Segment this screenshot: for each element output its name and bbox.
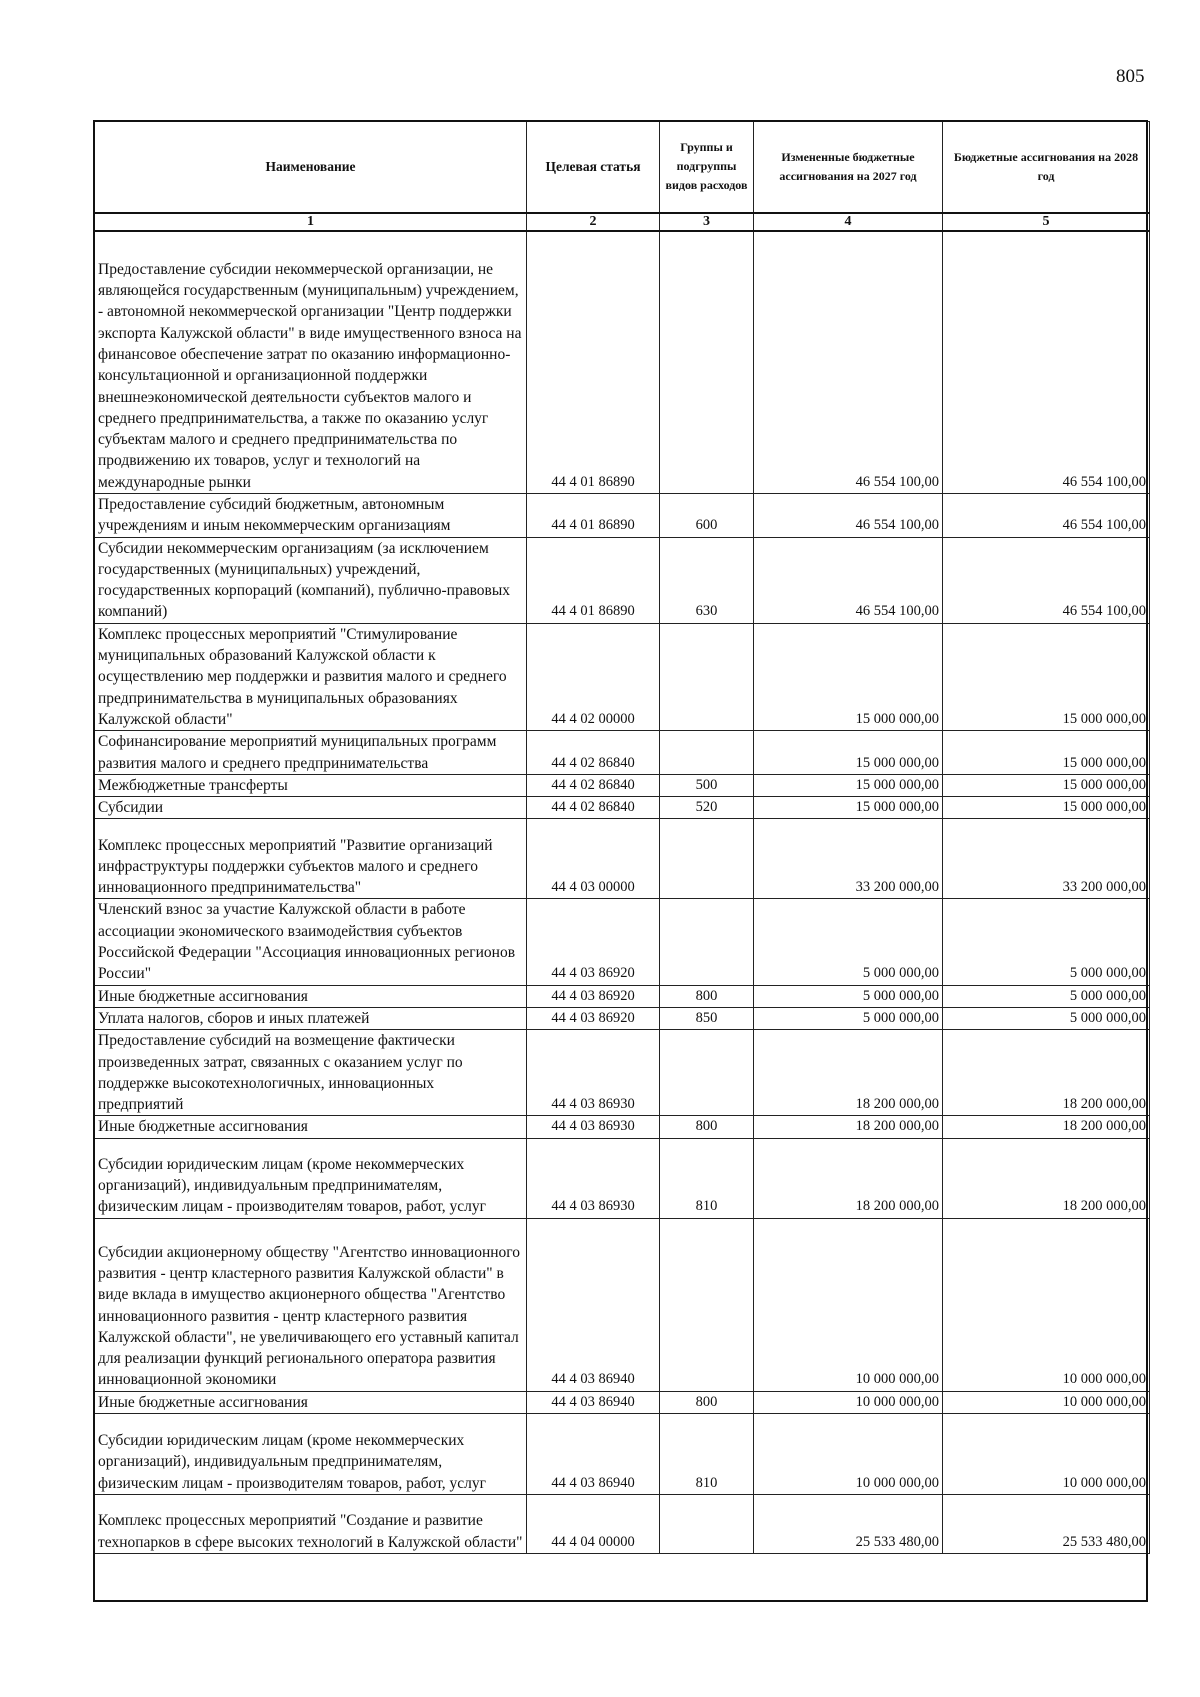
table-row bbox=[95, 231, 1150, 494]
page-number: 805 bbox=[1116, 66, 1145, 87]
row-name: Членский взнос за участие Калужской области в работе ассоциации экономического взаимодействия субъектов Российской Федерации "Ассоциация инновационных регионов России" bbox=[95, 899, 527, 985]
row-amount-2028: 18 200 000,00 bbox=[943, 1030, 1150, 1116]
row-target-code: 44 4 01 86890 bbox=[527, 494, 660, 538]
row-amount-2027: 46 554 100,00 bbox=[754, 537, 943, 623]
row-group-code: 630 bbox=[660, 537, 754, 623]
table-row bbox=[95, 494, 1150, 538]
row-target-code: 44 4 02 86840 bbox=[527, 797, 660, 819]
column-number: 3 bbox=[660, 213, 754, 231]
row-target-code: 44 4 02 86840 bbox=[527, 731, 660, 775]
row-name: Иные бюджетные ассигнования bbox=[95, 1116, 527, 1138]
row-amount-2027: 15 000 000,00 bbox=[754, 731, 943, 775]
row-amount-2027: 5 000 000,00 bbox=[754, 985, 943, 1007]
row-target-code: 44 4 03 86940 bbox=[527, 1391, 660, 1413]
row-name: Комплекс процессных мероприятий "Стимулирование муниципальных образований Калужской области к осуществлению мер поддержки и развития малого и среднего предпринимательства в муниципальных образованиях Калужской области" bbox=[95, 623, 527, 730]
row-group-code: 850 bbox=[660, 1007, 754, 1029]
row-target-code: 44 4 01 86890 bbox=[527, 537, 660, 623]
table-row bbox=[95, 819, 1150, 899]
table-row bbox=[95, 537, 1150, 623]
row-amount-2028: 5 000 000,00 bbox=[943, 985, 1150, 1007]
row-amount-2028: 10 000 000,00 bbox=[943, 1391, 1150, 1413]
row-amount-2027: 33 200 000,00 bbox=[754, 819, 943, 899]
row-amount-2027: 15 000 000,00 bbox=[754, 623, 943, 730]
column-number: 4 bbox=[754, 213, 943, 231]
row-amount-2027: 5 000 000,00 bbox=[754, 1007, 943, 1029]
row-name: Иные бюджетные ассигнования bbox=[95, 1391, 527, 1413]
row-group-code bbox=[660, 899, 754, 985]
table-row bbox=[95, 1495, 1150, 1554]
row-amount-2028: 18 200 000,00 bbox=[943, 1138, 1150, 1218]
row-name: Предоставление субсидий на возмещение фактически произведенных затрат, связанных с оказанием услуг по поддержке высокотехнологичных, инновационных предприятий bbox=[95, 1030, 527, 1116]
header-groups: Группы и подгруппы видов расходов bbox=[660, 122, 754, 213]
row-target-code: 44 4 03 86920 bbox=[527, 1007, 660, 1029]
row-amount-2028: 5 000 000,00 bbox=[943, 1007, 1150, 1029]
row-amount-2028: 15 000 000,00 bbox=[943, 774, 1150, 796]
table-row bbox=[95, 731, 1150, 775]
row-group-code bbox=[660, 1030, 754, 1116]
row-group-code: 800 bbox=[660, 1116, 754, 1138]
column-number-row bbox=[95, 213, 1150, 231]
table-row bbox=[95, 1218, 1150, 1391]
row-group-code: 800 bbox=[660, 1391, 754, 1413]
row-target-code: 44 4 04 00000 bbox=[527, 1495, 660, 1554]
row-amount-2027: 18 200 000,00 bbox=[754, 1030, 943, 1116]
row-amount-2027: 10 000 000,00 bbox=[754, 1391, 943, 1413]
table-row bbox=[95, 797, 1150, 819]
table-body bbox=[95, 231, 1150, 1554]
row-group-code: 600 bbox=[660, 494, 754, 538]
row-group-code: 800 bbox=[660, 985, 754, 1007]
row-group-code: 500 bbox=[660, 774, 754, 796]
table-row bbox=[95, 1030, 1150, 1116]
row-name: Субсидии некоммерческим организациям (за исключением государственных (муниципальных) учреждений, государственных корпораций (компаний), публично-правовых компаний) bbox=[95, 537, 527, 623]
table-row bbox=[95, 1391, 1150, 1413]
table-row bbox=[95, 1116, 1150, 1138]
row-name: Иные бюджетные ассигнования bbox=[95, 985, 527, 1007]
row-group-code: 810 bbox=[660, 1138, 754, 1218]
row-name: Субсидии акционерному обществу "Агентство инновационного развития - центр кластерного развития Калужской области" в виде вклада в имущество акционерного общества "Агентство инновационного развития - центр кластерного развития Калужской области", не увеличивающего его уставный капитал для реализации функций регионального оператора развития инновационной экономики bbox=[95, 1218, 527, 1391]
row-target-code: 44 4 01 86890 bbox=[527, 231, 660, 494]
header-name: Наименование bbox=[95, 122, 527, 213]
row-name: Комплекс процессных мероприятий "Развитие организаций инфраструктуры поддержки субъектов малого и среднего инновационного предпринимательства" bbox=[95, 819, 527, 899]
row-target-code: 44 4 03 86930 bbox=[527, 1116, 660, 1138]
row-amount-2028: 15 000 000,00 bbox=[943, 623, 1150, 730]
row-group-code: 520 bbox=[660, 797, 754, 819]
budget-table bbox=[94, 121, 1150, 1554]
row-name: Субсидии юридическим лицам (кроме некоммерческих организаций), индивидуальным предпринимателям, физическим лицам - производителям товаров, работ, услуг bbox=[95, 1414, 527, 1495]
table-row bbox=[95, 985, 1150, 1007]
row-name: Субсидии bbox=[95, 797, 527, 819]
row-amount-2027: 5 000 000,00 bbox=[754, 899, 943, 985]
row-amount-2027: 18 200 000,00 bbox=[754, 1138, 943, 1218]
row-amount-2028: 15 000 000,00 bbox=[943, 731, 1150, 775]
column-number: 2 bbox=[527, 213, 660, 231]
row-group-code bbox=[660, 623, 754, 730]
table-row bbox=[95, 1138, 1150, 1218]
row-target-code: 44 4 03 86920 bbox=[527, 899, 660, 985]
row-group-code bbox=[660, 231, 754, 494]
header-changed: Измененные бюджетные ассигнования на 2027 год bbox=[754, 122, 943, 213]
table-row bbox=[95, 623, 1150, 730]
column-number: 1 bbox=[95, 213, 527, 231]
row-group-code bbox=[660, 1218, 754, 1391]
row-amount-2027: 15 000 000,00 bbox=[754, 774, 943, 796]
row-target-code: 44 4 03 86940 bbox=[527, 1414, 660, 1495]
table-row bbox=[95, 1414, 1150, 1495]
row-amount-2027: 18 200 000,00 bbox=[754, 1116, 943, 1138]
row-amount-2028: 46 554 100,00 bbox=[943, 231, 1150, 494]
table-row bbox=[95, 1007, 1150, 1029]
row-target-code: 44 4 03 86930 bbox=[527, 1030, 660, 1116]
row-name: Софинансирование мероприятий муниципальных программ развития малого и среднего предпринимательства bbox=[95, 731, 527, 775]
table-row bbox=[95, 899, 1150, 985]
table-row bbox=[95, 774, 1150, 796]
row-amount-2028: 18 200 000,00 bbox=[943, 1116, 1150, 1138]
row-amount-2028: 15 000 000,00 bbox=[943, 797, 1150, 819]
row-amount-2028: 46 554 100,00 bbox=[943, 494, 1150, 538]
row-target-code: 44 4 02 86840 bbox=[527, 774, 660, 796]
row-name: Межбюджетные трансферты bbox=[95, 774, 527, 796]
row-amount-2027: 15 000 000,00 bbox=[754, 797, 943, 819]
row-group-code bbox=[660, 819, 754, 899]
row-amount-2028: 25 533 480,00 bbox=[943, 1495, 1150, 1554]
row-target-code: 44 4 02 00000 bbox=[527, 623, 660, 730]
row-amount-2027: 25 533 480,00 bbox=[754, 1495, 943, 1554]
row-amount-2028: 46 554 100,00 bbox=[943, 537, 1150, 623]
row-name: Уплата налогов, сборов и иных платежей bbox=[95, 1007, 527, 1029]
row-amount-2027: 46 554 100,00 bbox=[754, 231, 943, 494]
row-amount-2028: 10 000 000,00 bbox=[943, 1218, 1150, 1391]
row-name: Предоставление субсидий бюджетным, автономным учреждениям и иным некоммерческим организациям bbox=[95, 494, 527, 538]
row-target-code: 44 4 03 86940 bbox=[527, 1218, 660, 1391]
row-amount-2027: 10 000 000,00 bbox=[754, 1218, 943, 1391]
row-group-code: 810 bbox=[660, 1414, 754, 1495]
row-target-code: 44 4 03 86920 bbox=[527, 985, 660, 1007]
column-number: 5 bbox=[943, 213, 1150, 231]
row-name: Предоставление субсидии некоммерческой организации, не являющейся государственным (муниципальным) учреждением, - автономной некоммерческой организации "Центр поддержки экспорта Калужской области" в виде имущественного взноса на финансовое обеспечение затрат по оказанию информационно-консультационной и организационной поддержки внешнеэкономической деятельности субъектов малого и среднего предпринимательства, а также по оказанию услуг субъектам малого и среднего предпринимательства по продвижению их товаров, услуг и технологий на международные рынки bbox=[95, 231, 527, 494]
header-target: Целевая статья bbox=[527, 122, 660, 213]
row-amount-2027: 10 000 000,00 bbox=[754, 1414, 943, 1495]
row-amount-2028: 5 000 000,00 bbox=[943, 899, 1150, 985]
row-amount-2028: 10 000 000,00 bbox=[943, 1414, 1150, 1495]
row-target-code: 44 4 03 00000 bbox=[527, 819, 660, 899]
row-name: Комплекс процессных мероприятий "Создание и развитие технопарков в сфере высоких технологий в Калужской области" bbox=[95, 1495, 527, 1554]
row-group-code bbox=[660, 1495, 754, 1554]
row-name: Субсидии юридическим лицам (кроме некоммерческих организаций), индивидуальным предпринимателям, физическим лицам - производителям товаров, работ, услуг bbox=[95, 1138, 527, 1218]
row-target-code: 44 4 03 86930 bbox=[527, 1138, 660, 1218]
row-amount-2028: 33 200 000,00 bbox=[943, 819, 1150, 899]
header-row bbox=[95, 122, 1150, 213]
header-budget: Бюджетные ассигнования на 2028 год bbox=[943, 122, 1150, 213]
row-amount-2027: 46 554 100,00 bbox=[754, 494, 943, 538]
row-group-code bbox=[660, 731, 754, 775]
